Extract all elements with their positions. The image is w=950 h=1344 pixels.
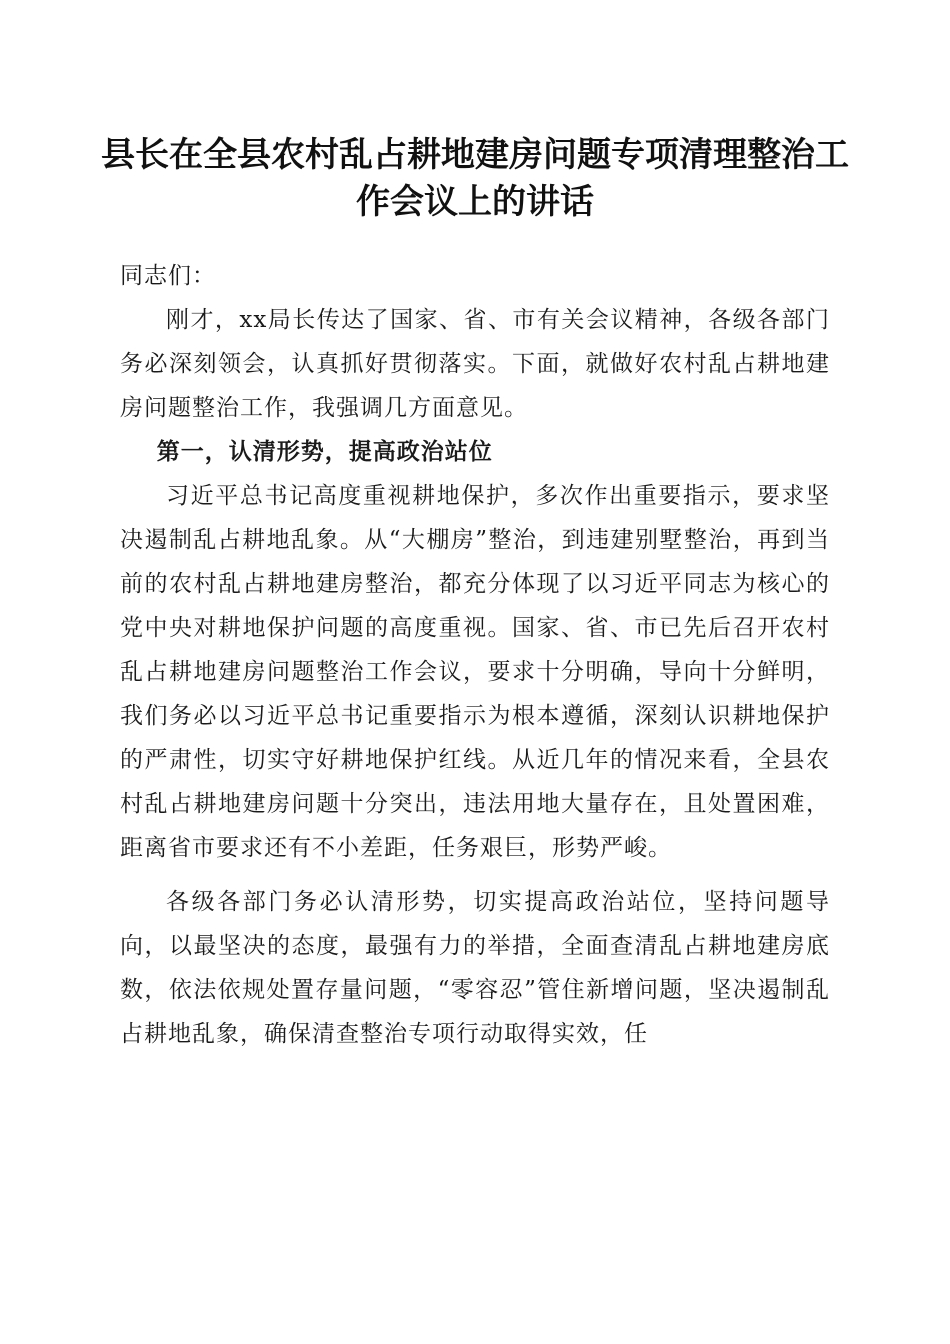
document-body: [120, 254, 830, 1056]
intro-paragraph: 刚才，xx局长传达了国家、省、市有关会议精神，各级各部门务必深刻领会，认真抓好贯彻落实。下面，就做好农村乱占耕地建房问题整治工作，我强调几方面意见。: [120, 307, 830, 421]
salutation: 同志们：: [120, 263, 216, 289]
section-paragraph-2: 各级各部门务必认清形势，切实提高政治站位，坚持问题导向，以最坚决的态度，最强有力的举措，全面查清乱占耕地建房底数，依法依规处置存量问题，“零容忍”管住新增问题，坚决遏制乱占耕地乱象，确保清查整治专项行动取得实效，任: [120, 889, 830, 1047]
section-paragraph-1: 习近平总书记高度重视耕地保护，多次作出重要指示，要求坚决遏制乱占耕地乱象。从“大棚房”整治，到违建别墅整治，再到当前的农村乱占耕地建房整治，都充分体现了以习近平同志为核心的党中央对耕地保护问题的高度重视。国家、省、市已先后召开农村乱占耕地建房问题整治工作会议，要求十分明确，导向十分鲜明，我们务必以习近平总书记重要指示为根本遵循，深刻认识耕地保护的严肃性，切实守好耕地保护红线。从近几年的情况来看，全县农村乱占耕地建房问题十分突出，违法用地大量存在，且处置困难，距离省市要求还有不小差距，任务艰巨，形势严峻。: [120, 483, 830, 861]
document-title: 县长在全县农村乱占耕地建房问题专项清理整治工作会议上的讲话: [101, 135, 849, 222]
section-heading: 第一，认清形势，提高政治站位: [156, 438, 493, 465]
